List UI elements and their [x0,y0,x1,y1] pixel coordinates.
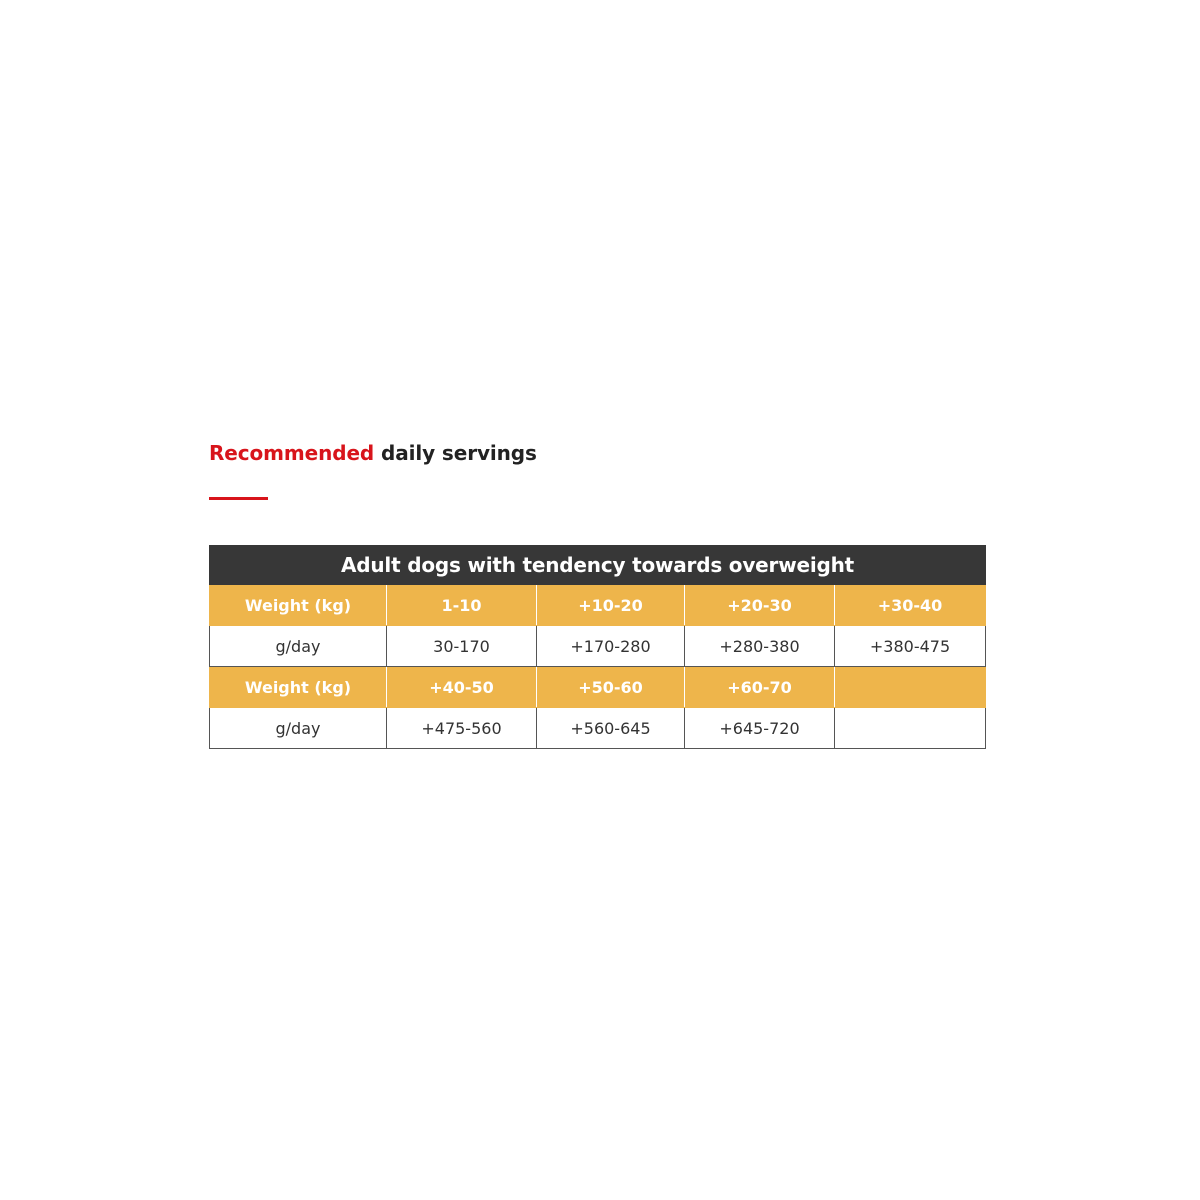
feeding-table [209,545,986,749]
gday-value-cell [835,708,986,749]
weight-range-cell: 1-10 [387,585,537,626]
weight-label-cell: Weight (kg) [210,667,387,708]
table-row [210,626,986,667]
table-row [210,708,986,749]
gday-label-cell: g/day [210,626,387,667]
weight-range-cell: +40-50 [387,667,537,708]
heading-underline [209,497,268,500]
gday-value-cell: +475-560 [387,708,537,749]
weight-range-cell: +30-40 [835,585,986,626]
gday-label-cell: g/day [210,708,387,749]
table-title-row [210,546,986,585]
section-heading [209,441,537,465]
weight-range-cell: +60-70 [685,667,835,708]
weight-range-cell: +50-60 [537,667,685,708]
gday-value-cell: +380-475 [835,626,986,667]
table-title: Adult dogs with tendency towards overweight [210,546,986,585]
weight-range-cell [835,667,986,708]
table-row [210,667,986,708]
weight-range-cell: +20-30 [685,585,835,626]
gday-value-cell: +170-280 [537,626,685,667]
feeding-table-container [209,545,985,749]
gday-value-cell: 30-170 [387,626,537,667]
gday-value-cell: +280-380 [685,626,835,667]
heading-rest: daily servings [374,441,537,465]
gday-value-cell: +560-645 [537,708,685,749]
heading-accent-word: Recommended [209,441,375,465]
weight-range-cell: +10-20 [537,585,685,626]
weight-label-cell: Weight (kg) [210,585,387,626]
gday-value-cell: +645-720 [685,708,835,749]
table-row [210,585,986,626]
